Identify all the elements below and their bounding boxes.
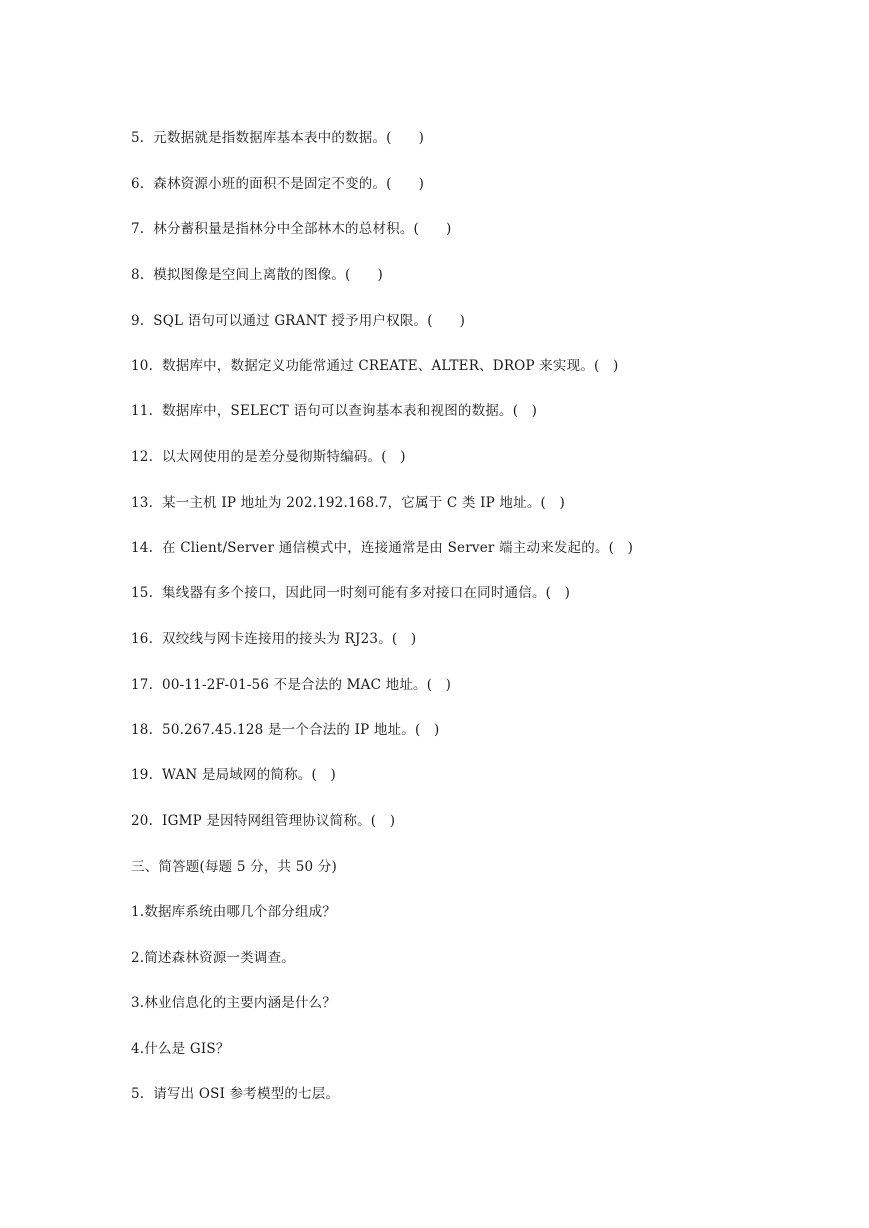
- section-heading: 三、简答题(每题 5 分，共 50 分): [131, 859, 337, 875]
- judgment-item-16: 16. 双绞线与网卡连接用的接头为 RJ23。( ): [131, 631, 417, 647]
- judgment-item-13: 13. 某一主机 IP 地址为 202.192.168.7，它属于 C 类 IP 地址。( ): [131, 495, 565, 511]
- short-answer-item-2: 2.简述森林资源一类调查。: [131, 950, 295, 966]
- short-answer-item-3: 3.林业信息化的主要内涵是什么？: [131, 995, 337, 1011]
- judgment-item-7: 7. 林分蓄积量是指林分中全部林木的总材积。( ): [131, 221, 452, 237]
- judgment-item-17: 17. 00-11-2F-01-56 不是合法的 MAC 地址。( ): [131, 677, 452, 693]
- judgment-item-18: 18. 50.267.45.128 是一个合法的 IP 地址。( ): [131, 722, 440, 738]
- judgment-item-8: 8. 模拟图像是空间上离散的图像。( ): [131, 267, 383, 283]
- judgment-item-20: 20. IGMP 是因特网组管理协议简称。( ): [131, 813, 396, 829]
- short-answer-item-4: 4.什么是 GIS？: [131, 1041, 230, 1057]
- judgment-item-19: 19. WAN 是局域网的简称。( ): [131, 767, 336, 783]
- short-answer-item-1: 1.数据库系统由哪几个部分组成？: [131, 904, 337, 920]
- judgment-item-6: 6. 森林资源小班的面积不是固定不变的。( ): [131, 176, 425, 192]
- judgment-item-5: 5. 元数据就是指数据库基本表中的数据。( ): [131, 130, 425, 146]
- judgment-item-12: 12. 以太网使用的是差分曼彻斯特编码。( ): [131, 449, 406, 465]
- judgment-item-15: 15. 集线器有多个接口，因此同一时刻可能有多对接口在同时通信。( ): [131, 585, 571, 601]
- judgment-item-9: 9. SQL 语句可以通过 GRANT 授予用户权限。( ): [131, 313, 466, 329]
- short-answer-item-5: 5. 请写出 OSI 参考模型的七层。: [131, 1086, 340, 1102]
- judgment-item-11: 11. 数据库中，SELECT 语句可以查询基本表和视图的数据。( ): [131, 403, 538, 419]
- judgment-item-14: 14. 在 Client/Server 通信模式中，连接通常是由 Server 端主动来发起的。( ): [131, 540, 634, 556]
- judgment-item-10: 10. 数据库中，数据定义功能常通过 CREATE、ALTER、DROP 来实现。( ): [131, 358, 619, 374]
